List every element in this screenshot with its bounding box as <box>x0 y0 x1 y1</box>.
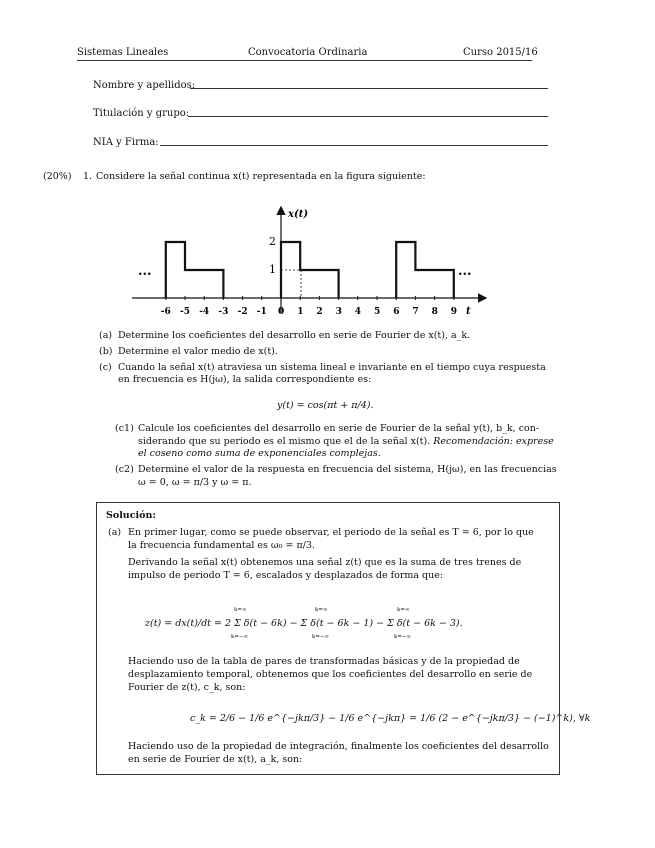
field-name-label: Nombre y apellidos: <box>93 80 196 91</box>
x-tick-label: 9 <box>450 307 458 317</box>
x-tick-label: 3 <box>335 307 342 317</box>
solution-p2-line1: Derivando la señal x(t) obtenemos una señal z(t) que es la suma de tres trenes de <box>128 557 522 568</box>
x-tick-label: 4 <box>354 307 362 317</box>
header-year: Curso 2015/16 <box>463 47 538 58</box>
x-tick-label: 6 <box>393 307 400 317</box>
item-c1-line2: siderando que su periodo es el mismo que el de la señal x(t). <box>138 436 431 447</box>
signal-pulse <box>166 242 224 298</box>
equation-y: y(t) = cos(πt + π/4). <box>277 400 374 411</box>
sum2-top: k=∞ <box>315 607 328 613</box>
x-tick-labels <box>161 296 457 317</box>
ellipsis-left: ... <box>138 264 152 279</box>
question-weight: (20%) <box>43 171 72 182</box>
solution-p3-line2: desplazamiento temporal, obtenemos que los coeficientes del desarrollo en serie de <box>128 669 533 680</box>
solution-p2-line2: impulso de periodo T = 6, escalados y desplazados de forma que: <box>128 570 444 581</box>
field-nia-label: NIA y Firma: <box>93 137 159 148</box>
item-c1-line3: el coseno como suma de exponenciales complejas. <box>138 448 381 459</box>
field-name-line[interactable] <box>190 88 548 89</box>
solution-p4-line1: Haciendo uso de la propiedad de integración, finalmente los coeficientes del desarrollo <box>128 741 549 752</box>
equation-c: c_k = 2/6 − 1/6 e^{−jkπ/3} − 1/6 e^{−jkπ} = 1/6 (2 − e^{−jkπ/3} − (−1)^k), ∀k <box>190 713 591 724</box>
sum3-top: k=∞ <box>397 607 410 613</box>
solution-p3-line1: Haciendo uso de la tabla de pares de transformadas básicas y de la propiedad de <box>128 656 520 667</box>
x-tick-label: -4 <box>199 307 210 317</box>
sum1-top: k=∞ <box>234 607 247 613</box>
solution-p1-line1: En primer lugar, como se puede observar, el periodo de la señal es T = 6, por lo que <box>128 527 534 538</box>
sum3-bottom: k=−∞ <box>394 634 412 640</box>
item-c-line2: en frecuencia es H(jω), la salida correspondiente es: <box>118 374 372 385</box>
x-tick-label: -5 <box>180 307 190 317</box>
header-course: Sistemas Lineales <box>77 47 169 58</box>
question-text: Considere la señal continua x(t) representada en la figura siguiente: <box>96 171 426 182</box>
item-b-text: Determine el valor medio de x(t). <box>118 346 278 357</box>
equation-z: z(t) = dx(t)/dt = 2 Σ δ(t − 6k) − Σ δ(t − 6k − 1) − Σ δ(t − 6k − 3). <box>145 618 463 629</box>
solution-title: Solución: <box>106 510 156 521</box>
field-degree-label: Titulación y grupo: <box>93 108 190 119</box>
solution-a-label: (a) <box>108 527 122 538</box>
sum1-bottom: k=−∞ <box>231 634 249 640</box>
x-tick-label: 8 <box>431 307 438 317</box>
x-tick-label: -3 <box>218 307 229 317</box>
field-degree-line[interactable] <box>188 116 548 117</box>
item-a-label: (a) <box>99 330 113 341</box>
ellipsis-right: ... <box>458 264 472 279</box>
x-tick-label: -2 <box>237 307 248 317</box>
item-c1-line1: Calcule los coeficientes del desarrollo en serie de Fourier de la señal y(t), b_k, con- <box>138 423 540 434</box>
solution-p4-line2: en serie de Fourier de x(t), a_k, son: <box>128 754 303 765</box>
header-exam: Convocatoria Ordinaria <box>248 47 368 58</box>
item-c1-recommendation: Recomendación: exprese <box>433 436 554 447</box>
item-c2-line1: Determine el valor de la respuesta en frecuencia del sistema, H(jω), en las frecuencias <box>138 464 557 475</box>
header-rule <box>77 60 532 61</box>
item-c1-label: (c1) <box>115 423 134 434</box>
sum2-bottom: k=−∞ <box>312 634 330 640</box>
signal-pulse <box>396 242 454 298</box>
item-c2-line2: ω = 0, ω = π/3 y ω = π. <box>138 477 252 488</box>
item-a-text: Determine los coeficientes del desarrollo en serie de Fourier de x(t), a_k. <box>118 330 471 341</box>
x-tick-label: 5 <box>374 307 381 317</box>
solution-p3-line3: Fourier de z(t), c_k, son: <box>128 682 246 693</box>
y-axis-label: x(t) <box>288 209 309 220</box>
x-axis-label: t <box>466 306 471 317</box>
item-c-line1: Cuando la señal x(t) atraviesa un sistema lineal e invariante en el tiempo cuya respuesta <box>118 362 546 373</box>
x-tick-label: 2 <box>316 307 323 317</box>
solution-p1-line2: la frecuencia fundamental es ω₀ = π/3. <box>128 540 315 551</box>
question-number: 1. <box>83 171 93 182</box>
x-tick-label: -6 <box>160 307 171 317</box>
x-tick-label: -1 <box>256 307 267 317</box>
signal-figure <box>120 200 500 325</box>
item-b-label: (b) <box>99 346 113 357</box>
item-c2-label: (c2) <box>115 464 134 475</box>
ytick-2: 2 <box>269 235 276 248</box>
field-nia-line[interactable] <box>160 145 548 146</box>
x-tick-label: 0 <box>278 307 285 317</box>
x-tick-label: 7 <box>412 307 419 317</box>
x-tick-label: 1 <box>297 307 304 317</box>
ytick-1: 1 <box>269 263 276 276</box>
signal-waveform <box>166 242 454 298</box>
item-c1-line2-wrap <box>138 436 554 448</box>
item-c-label: (c) <box>99 362 112 373</box>
